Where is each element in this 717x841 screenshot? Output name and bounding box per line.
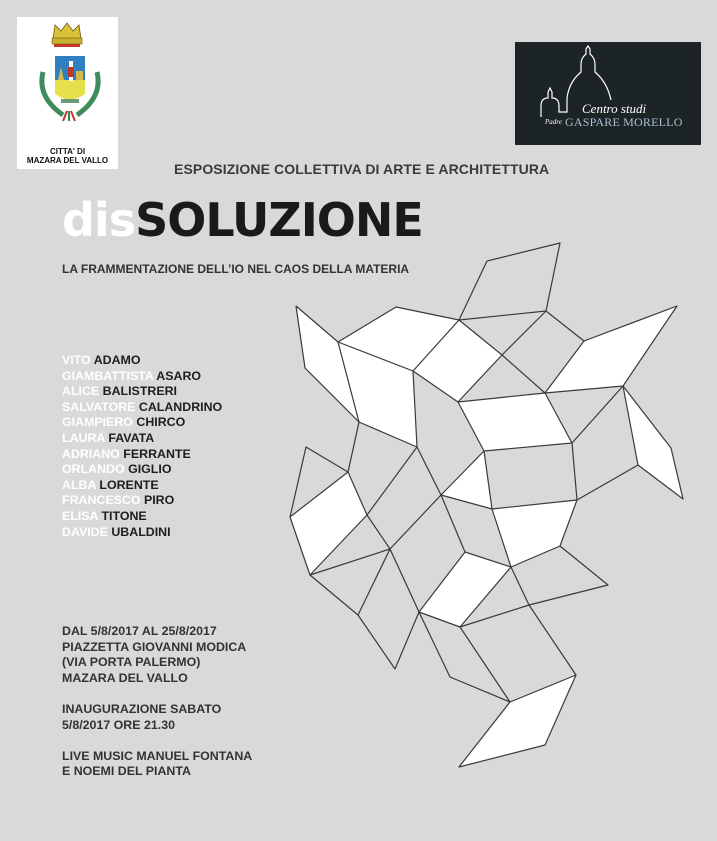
white-tile	[623, 386, 683, 499]
white-tile	[441, 451, 492, 509]
artist-last-name: UBALDINI	[111, 524, 171, 539]
white-tile	[459, 675, 576, 767]
title-main: SOLUZIONE	[135, 193, 423, 247]
artist-last-name: GIGLIO	[128, 462, 172, 477]
caption-line-1: CITTA' DI	[49, 147, 86, 156]
artist-last-name: ADAMO	[93, 353, 141, 367]
artist-last-name: PIRO	[143, 493, 175, 508]
artist-last-name: LORENTE	[99, 477, 159, 492]
caption-line-2: MAZARA DEL VALLO	[26, 156, 109, 165]
tile-edge	[459, 243, 560, 320]
artist-last-name: BALISTRERI	[102, 384, 177, 399]
venue-city: MAZARA DEL VALLO	[62, 670, 188, 685]
artist-last-name: ASARO	[156, 368, 202, 383]
artist-first-name: LAURA	[62, 430, 105, 445]
exhibition-kind: ESPOSIZIONE COLLETTIVA DI ARTE E ARCHITETTURA	[174, 161, 550, 177]
artist-first-name: DAVIDE	[62, 524, 108, 539]
artist-first-name: SALVATORE	[62, 399, 136, 414]
artist-last-name: CALANDRINO	[138, 399, 223, 414]
artist-first-name: FRANCESCO	[62, 493, 141, 508]
white-tile	[545, 306, 677, 393]
artist-first-name: ALBA	[62, 477, 96, 492]
gaspare-morello-text: GASPARE MORELLO	[565, 115, 683, 129]
artist-first-name: ADRIANO	[62, 446, 120, 461]
centro-studi-text: Centro studi	[582, 101, 647, 116]
artist-last-name: CHIRCO	[136, 415, 186, 430]
subtitle: LA FRAMMENTAZIONE DELL’IO NEL CAOS DELLA MATERIA	[62, 262, 410, 276]
artist-first-name: ELISA	[62, 508, 99, 523]
white-tile	[458, 393, 572, 451]
music-line-1: LIVE MUSIC MANUEL FONTANA	[62, 748, 253, 763]
venue-name: PIAZZETTA GIOVANNI MODICA	[62, 639, 247, 654]
artist-last-name: TITONE	[101, 508, 147, 523]
padre-text: Padre	[545, 118, 562, 126]
white-tiles	[290, 306, 683, 767]
artist-first-name: ALICE	[62, 384, 100, 399]
music-line-2: E NOEMI DEL PIANTA	[62, 764, 191, 779]
artist-last-name: FAVATA	[108, 430, 155, 445]
artist-first-name: ORLANDO	[62, 462, 125, 477]
artist-first-name: VITO	[62, 353, 91, 367]
title-prefix: dis	[62, 193, 136, 247]
artist-first-name: GIAMPIERO	[62, 415, 133, 430]
opening-label: INAUGURAZIONE SABATO	[62, 701, 222, 716]
tile-edge	[358, 549, 419, 669]
date-range: DAL 5/8/2017 AL 25/8/2017	[62, 624, 217, 638]
opening-time: 5/8/2017 ORE 21.30	[62, 717, 175, 732]
artist-last-name: FERRANTE	[123, 446, 191, 461]
venue-street: (VIA PORTA PALERMO)	[62, 655, 201, 670]
artist-first-name: GIAMBATTISTA	[62, 368, 154, 383]
